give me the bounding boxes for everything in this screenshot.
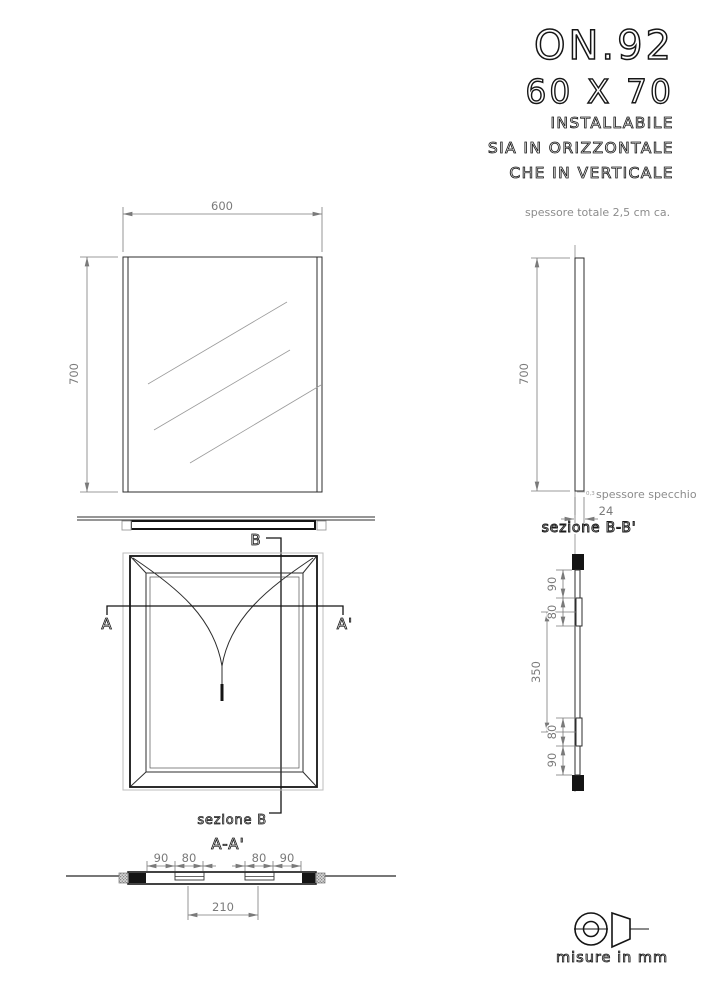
bracket-extension-lines [541,570,576,775]
top-dimension-chain [147,851,301,871]
front-width-value: 600 [211,199,233,213]
horizontal-section-view [66,835,396,920]
units-note: misure in mm [556,950,669,966]
left-clip [122,521,131,530]
section-a-marker: A [101,615,113,633]
section-b-end-label: sezione B [197,813,267,828]
install-note-line1: INSTALLABILE [550,114,674,132]
total-thickness-note: spessore totale 2,5 cm ca. [525,206,671,219]
install-note-line3: CHE IN VERTICALE [509,164,674,182]
mirror-section-slab [575,258,584,491]
width-dimension-600 [123,199,322,252]
mirror-thickness-label: spessore specchio [596,488,697,501]
mirror-outline [123,257,322,492]
frame-bevel [146,573,303,772]
right-clip [317,521,326,530]
frame-outer [130,556,317,787]
front-height-value: 700 [67,363,81,385]
bracket-dim-80-bottom: 80 [545,724,559,740]
frame-section-top [572,554,584,570]
edge-view [77,517,375,530]
bracket-spacing-value: 210 [212,900,234,914]
side-height-value: 700 [517,363,531,385]
bracket-dim-350: 350 [529,661,543,683]
product-size: 60 X 70 [525,72,674,111]
section-b-marker: B [250,531,262,549]
mirror-thickness-callout [577,488,697,501]
mirror-thickness-value: 0,3 [586,491,595,497]
height-dimension-700 [67,257,118,492]
frame-cap-right [302,873,315,883]
ha-dim-90-right: 90 [279,851,295,865]
side-section-title: sezione B-B' [541,520,637,536]
top-bracket [576,598,582,626]
product-model: ON.92 [533,23,674,69]
bracket-spacing-dimension-210 [188,886,258,920]
install-note-line2: SIA IN ORIZZONTALE [487,139,674,157]
frame-section-bar [128,872,316,884]
back-view [101,553,353,790]
ha-dim-90-left: 90 [153,851,169,865]
frame-section-bottom [572,775,584,791]
mirror-glass-outline [123,553,323,790]
title-block [488,23,674,219]
horizontal-section-title: A-A' [211,835,245,853]
bracket-dim-80-top: 80 [545,604,559,620]
bracket-section-view [529,554,584,791]
section-line-b [197,531,281,828]
ha-dim-80-right: 80 [251,851,267,865]
ha-dim-80-left: 80 [181,851,197,865]
bracket-dimension-lines [547,570,563,775]
frame-cap-left [129,873,146,883]
bracket-dim-90-bottom: 90 [545,752,559,768]
wall-anchor-left [119,873,128,883]
wall-anchor-right [316,873,325,883]
bracket-dim-90-top: 90 [545,576,559,592]
front-view [67,199,322,492]
first-angle-projection-icon [574,913,649,947]
frame-mitre-corners [131,557,316,786]
section-line-a [101,606,353,633]
side-height-dimension-700 [517,258,570,491]
hanging-wire [133,558,313,701]
side-section-view [517,245,697,792]
bottom-bracket [576,718,582,746]
footer [556,913,668,966]
frame-profile-bar [131,521,315,529]
section-a-end-marker: A' [336,615,354,633]
thickness-value: 24 [598,504,614,518]
